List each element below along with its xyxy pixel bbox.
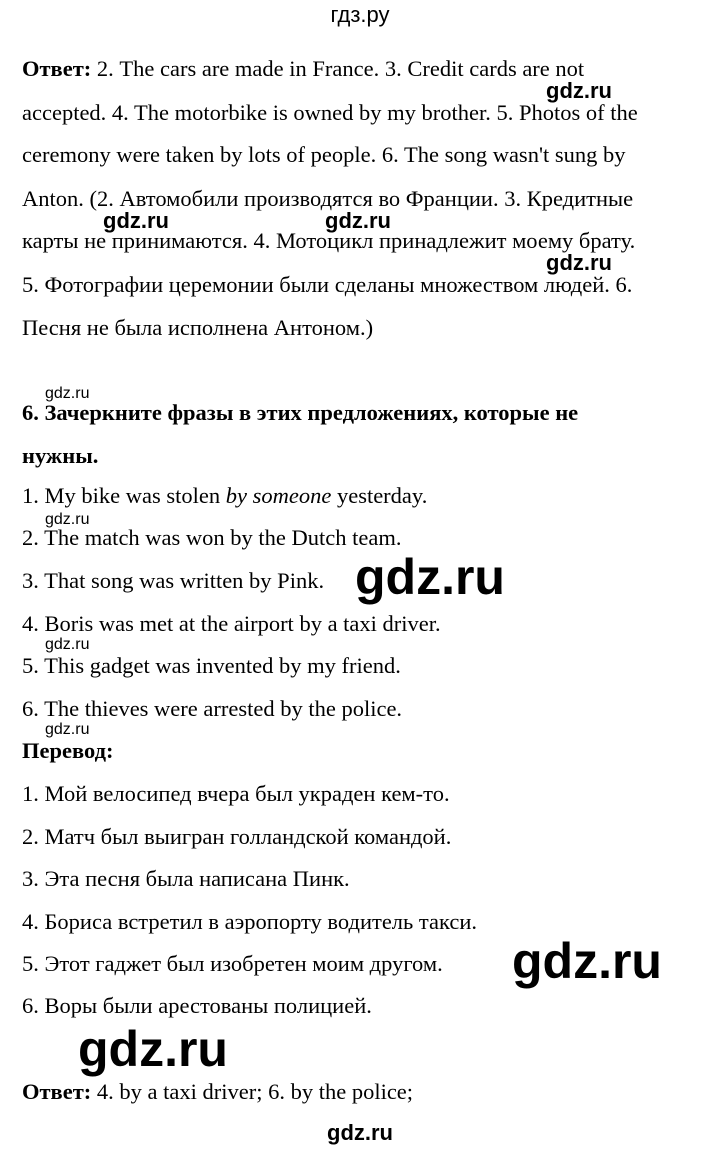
translation-item-5: 5. Этот гаджет был изобретен моим другом. — [22, 951, 443, 976]
task6-title-1: 6. Зачеркните фразы в этих предложениях, которые не — [22, 400, 579, 425]
watermark: gdz.ru — [45, 636, 90, 653]
translation-item-3: 3. Эта песня была написана Пинк. — [22, 866, 350, 891]
watermark: gdz.ru — [325, 208, 391, 233]
answer2-text: 4. by a taxi driver; 6. by the police; — [91, 1079, 414, 1104]
watermark: gdz.ru — [78, 1021, 228, 1077]
task6-item-1-pre: 1. My bike was stolen — [22, 483, 226, 508]
translation-item-4: 4. Бориса встретил в аэропорту водитель такси. — [22, 909, 478, 934]
answer1-line-3: ceremony were taken by lots of people. 6. The song wasn't sung by — [22, 142, 626, 167]
watermark: gdz.ru — [103, 208, 169, 233]
task6-item-4: 4. Boris was met at the airport by a taxi driver. — [22, 611, 441, 636]
task6-item-5: 5. This gadget was invented by my friend. — [22, 653, 401, 678]
task6-item-1 — [22, 481, 712, 511]
answer2-label: Ответ: — [22, 1079, 92, 1104]
answer1-label: Ответ: — [22, 56, 92, 81]
answer1-line-7: Песня не была исполнена Антоном.) — [22, 315, 374, 340]
answer1-line-2: accepted. 4. The motorbike is owned by my brother. 5. Photos of the — [22, 100, 638, 125]
answer1-line-5: карты не принимаются. 4. Мотоцикл принадлежит моему брату. — [22, 228, 636, 253]
answer1-line-4: Anton. (2. Автомобили производятся во Франции. 3. Кредитные — [22, 186, 634, 211]
task6-item-3: 3. That song was written by Pink. — [22, 568, 325, 593]
watermark: gdz.ru — [45, 511, 90, 528]
task6-item-1-emphasis: by someone — [225, 483, 332, 508]
page-footer: gdz.ru — [327, 1120, 393, 1145]
answer1-text-1: 2. The cars are made in France. 3. Credit cards are not — [91, 56, 585, 81]
task6-title-2: нужны. — [22, 443, 99, 468]
task6-item-2: 2. The match was won by the Dutch team. — [22, 525, 402, 550]
translation-item-1: 1. Мой велосипед вчера был украден кем-то. — [22, 781, 450, 806]
task6-item-6: 6. The thieves were arrested by the police. — [22, 696, 403, 721]
watermark: gdz.ru — [45, 721, 90, 738]
translation-item-2: 2. Матч был выигран голландской командой. — [22, 824, 452, 849]
answer2-line — [22, 1077, 712, 1107]
answer1-line-6: 5. Фотографии церемонии были сделаны множеством людей. 6. — [22, 272, 633, 297]
watermark: gdz.ru — [45, 385, 90, 402]
watermark: gdz.ru — [546, 78, 612, 103]
task6-item-1-post: yesterday. — [331, 483, 428, 508]
translation-label: Перевод: — [22, 738, 114, 763]
watermark: gdz.ru — [355, 549, 505, 605]
watermark: gdz.ru — [546, 250, 612, 275]
page-header: гдз.ру — [330, 2, 390, 27]
watermark: gdz.ru — [512, 933, 662, 989]
translation-item-6: 6. Воры были арестованы полицией. — [22, 993, 372, 1018]
